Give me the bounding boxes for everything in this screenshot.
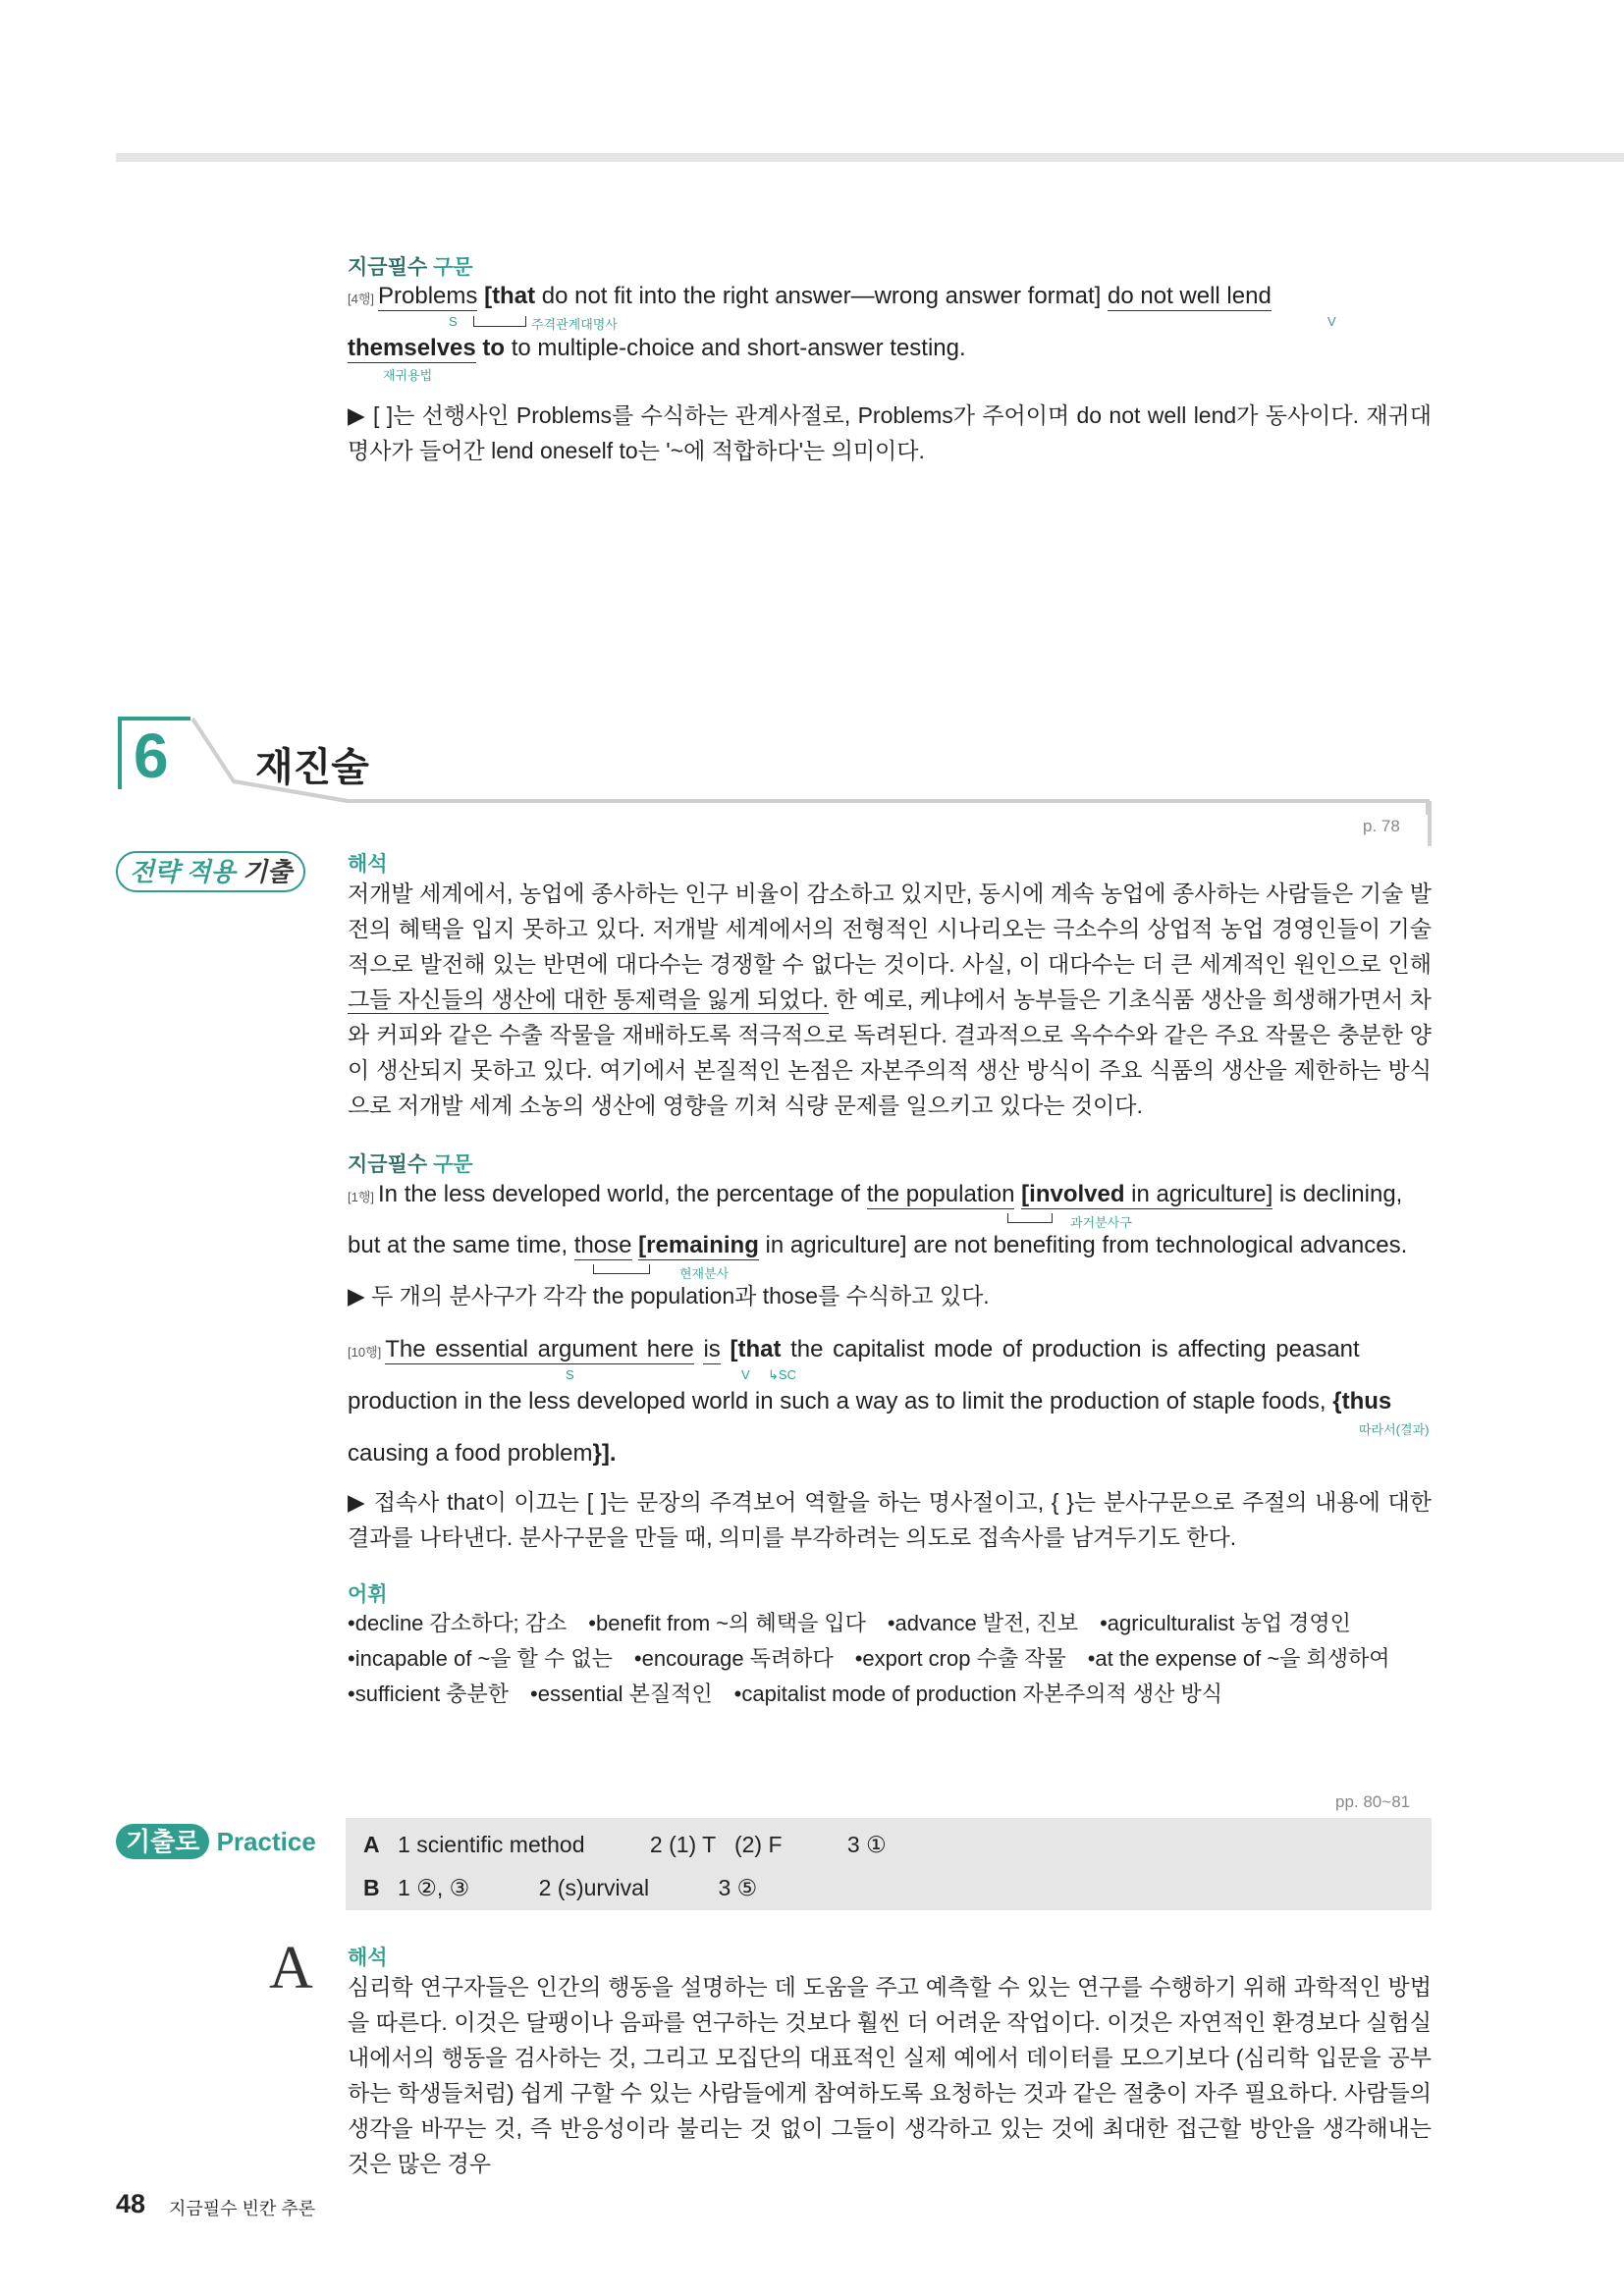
vocab-row-2 <box>348 1641 1412 1677</box>
grammar2-sentence1-line2: but at the same time, those [remaining in agriculture] are not benefiting from technological advances. <box>348 1232 1408 1258</box>
section-header <box>116 717 1432 815</box>
practice-interpretation-label: 해석 <box>348 1947 388 1969</box>
tag-subject-2: S <box>566 1367 574 1382</box>
vocab-item: •agriculturalist 농업 경영인 <box>1100 1611 1351 1635</box>
tag-result: 따라서(결과) <box>1359 1422 1430 1437</box>
top-rule <box>116 153 1624 162</box>
grammar2-sentence2-line1: [10행] The essential argument here is [that the capitalist mode of production is affecting peasant <box>348 1336 1360 1362</box>
page-number: 48 <box>116 2189 146 2218</box>
practice-badge: 기출로 Practice <box>116 1822 316 1858</box>
vocab-item: •capitalist mode of production 자본주의적 생산 방식 <box>733 1682 1223 1706</box>
tag-complement: ↳SC <box>768 1367 796 1382</box>
practice-page-reference: pp. 80~81 <box>1335 1792 1411 1811</box>
vocab-label: 어휘 <box>348 1583 388 1606</box>
vocab-item: •advance 발전, 진보 <box>887 1611 1079 1635</box>
section-title: 재진술 <box>255 746 369 789</box>
tag-relative-pronoun: 주격관계대명사 <box>531 317 618 332</box>
arrow-bracket <box>593 1264 650 1274</box>
grammar2-sentence2-line2: production in the less developed world in such a way as to limit the production of staple foods, {thus <box>348 1388 1392 1415</box>
book-title: 지금필수 빈칸 추론 <box>169 2199 316 2218</box>
strategy-badge: 전략 적용 기출 <box>116 852 305 888</box>
grammar2-note1: ▶ 두 개의 분사구가 각각 the population과 those를 수식하고 있다. <box>348 1283 990 1308</box>
tag-past-participle: 과거분사구 <box>1070 1215 1132 1230</box>
vocab-item: •at the expense of ~을 희생하여 <box>1087 1646 1390 1671</box>
grammar-label-2: 지금필수 구문 <box>348 1153 473 1176</box>
arrow-bracket <box>1007 1213 1053 1223</box>
tag-reflexive: 재귀용법 <box>383 368 433 383</box>
tag-present-participle: 현재분사 <box>679 1266 730 1281</box>
answer-row-b: B 1 ②, ③ 2 (s)urvival 3 ⑤ <box>363 1875 758 1900</box>
tag-verb-2: V <box>741 1367 750 1382</box>
vocab-item: •sufficient 충분한 <box>348 1682 509 1706</box>
interpretation-label: 해석 <box>348 853 388 876</box>
vocab-item: •decline 감소하다; 감소 <box>348 1611 568 1635</box>
section-number: 6 <box>134 721 169 791</box>
vocab-item: •encourage 독려하다 <box>633 1646 834 1671</box>
practice-interpretation-text: 심리학 연구자들은 인간의 행동을 설명하는 데 도움을 주고 예측할 수 있는 연구를 수행하기 위해 과학적인 방법을 따른다. 이것은 달팽이나 음파를 연구하는 것보다 훨씬 더 어려운 작업이다. 이것은 자연적인 환경보다 실험실 내에서의 행동을 검사하는 것, 그리고 모집단의 대표적인 실제 예에서 데이터를 모으기보다 (심리학 입문을 공부하는 학생들처럼) 쉽게 구할 수 있는 사람들에게 참여하도록 요청하는 것과 같은 절충이 자주 필요하다. 사람들의 생각을 바꾸는 것, 즉 반응성이라 불리는 것 없이 그들이 생각하고 있는 것에 최대한 접근할 방안을 생각해내는 것은 많은 경우 <box>348 1974 1432 2176</box>
tag-verb: V <box>1327 314 1336 329</box>
grammar2-note2: ▶ 접속사 that이 이끄는 [ ]는 문장의 주격보어 역할을 하는 명사절이고, { }는 분사구문으로 주절의 내용에 대한 결과를 나타낸다. 분사구문을 만들 때, 의미를 부각하려는 의도로 접속사를 남겨두기도 한다. <box>348 1489 1432 1550</box>
vocab-item: •export crop 수출 작물 <box>854 1646 1066 1671</box>
vocab-row-1 <box>348 1606 1373 1641</box>
grammar2-sentence2-line3: causing a food problem}]. <box>348 1440 617 1467</box>
grammar-sentence-line2: themselves to to multiple-choice and short-answer testing. <box>348 335 966 361</box>
vocab-row-3 <box>348 1677 1244 1712</box>
vocab-item: •essential 본질적인 <box>530 1682 713 1706</box>
answer-row-a: A 1 scientific method 2 (1) T (2) F 3 ① <box>363 1832 887 1857</box>
arrow-bracket <box>473 316 526 327</box>
header-corner <box>1428 801 1432 846</box>
vocab-item: •incapable of ~을 할 수 없는 <box>348 1646 613 1671</box>
grammar-note: ▶ [ ]는 선행사인 Problems를 수식하는 관계사절로, Problems가 주어이며 do not well lend가 동사이다. 재귀대명사가 들어간 lend oneself to는 '~에 적합하다'는 의미이다. <box>348 402 1432 463</box>
grammar2-sentence1-line1: [1행] In the less developed world, the percentage of the population [involved in agriculture] is declining, <box>348 1181 1403 1207</box>
interpretation-text: 저개발 세계에서, 농업에 종사하는 인구 비율이 감소하고 있지만, 동시에 계속 농업에 종사하는 사람들은 기술 발전의 혜택을 입지 못하고 있다. 저개발 세계에서의 전형적인 시나리오는 극소수의 상업적 농업 경영인들이 기술적으로 발전해 있는 반면에 대다수는 경쟁할 수 없다는 것이다. 사실, 이 대다수는 더 큰 세계적인 원인으로 인해 그들 자신들의 생산에 대한 통제력을 잃게 되었다. 한 예로, 케냐에서 농부들은 기초식품 생산을 희생해가면서 차와 커피와 같은 수출 작물을 재배하도록 적극적으로 독려된다. 결과적으로 옥수수와 같은 주요 작물은 충분한 양이 생산되지 못하고 있다. 여기에서 본질적인 논점은 자본주의적 생산 방식이 주요 식품의 생산을 제한하는 방식으로 저개발 세계 소농의 생산에 영향을 끼쳐 식량 문제를 일으키고 있다는 것이다. <box>348 881 1432 1118</box>
tag-subject: S <box>449 314 458 329</box>
section-letter-a: A <box>269 1935 313 2002</box>
grammar-label: 지금필수 구문 <box>348 256 473 279</box>
page-reference: p. 78 <box>1363 817 1400 835</box>
grammar-sentence-line1: [4행] Problems [that do not fit into the right answer—wrong answer format] do not well lend <box>348 283 1272 309</box>
vocab-item: •benefit from ~의 혜택을 입다 <box>588 1611 866 1635</box>
